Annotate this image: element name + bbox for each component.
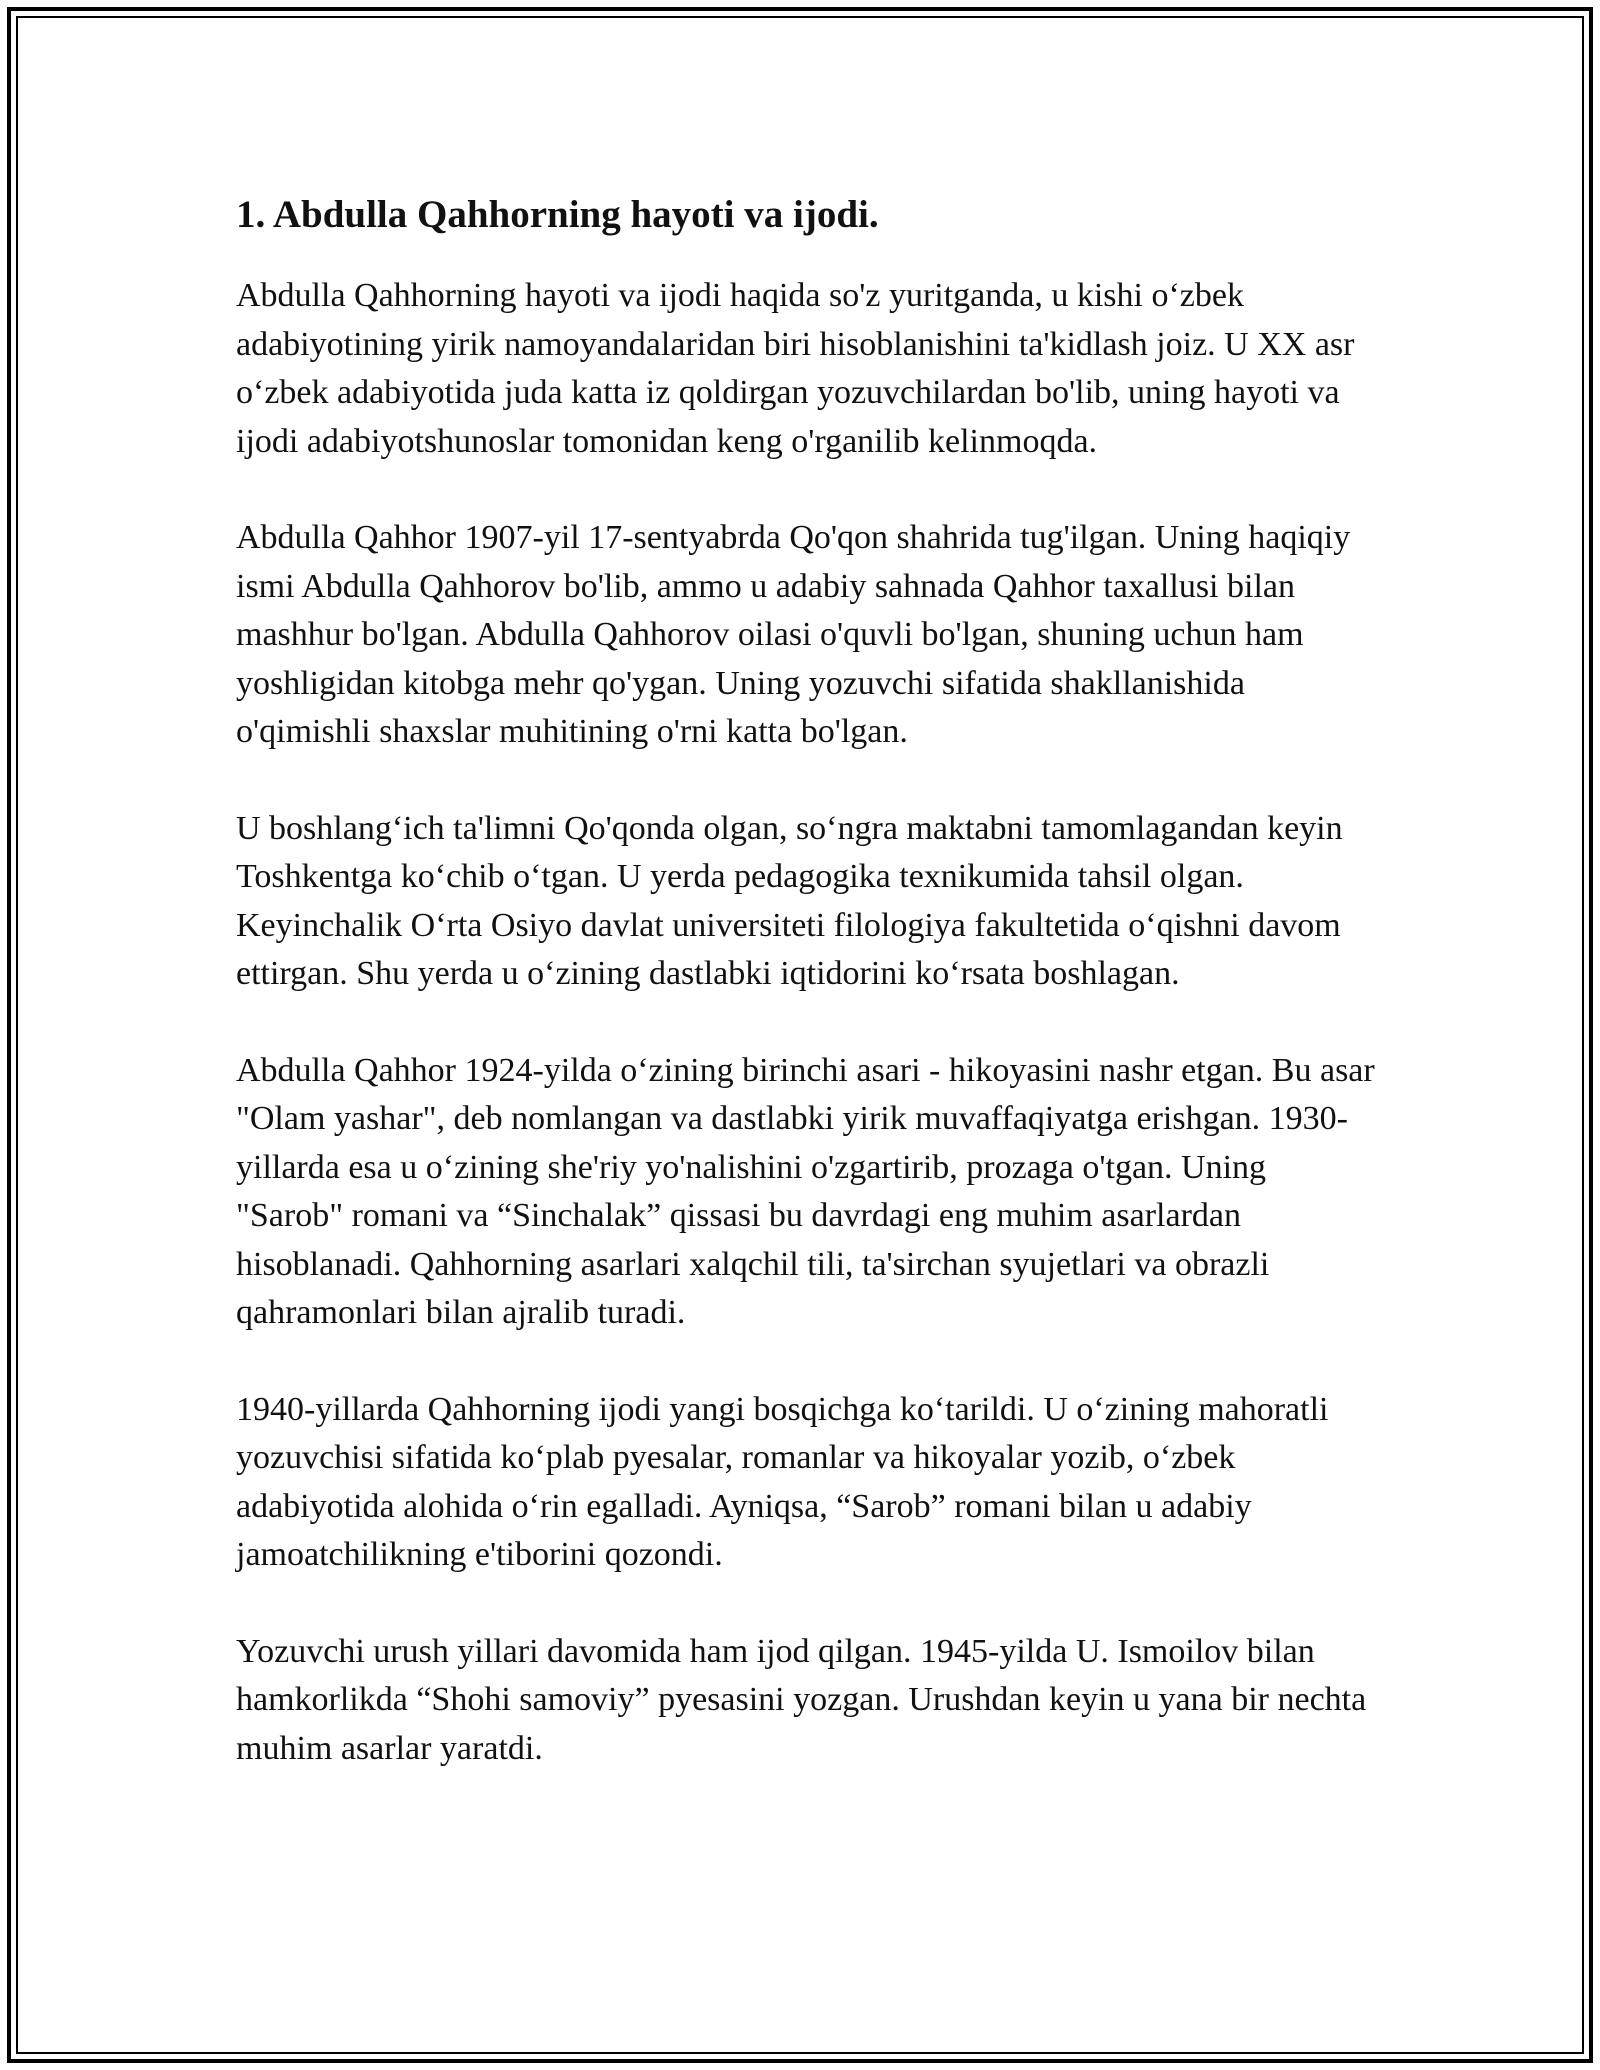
paragraph-war-years: Yozuvchi urush yillari davomida ham ijod qilgan. 1945-yilda U. Ismoilov bilan hamkorlikda “Shohi samoviy” pyesasini yozgan. Urushdan keyin u yana bir nechta muhim asarlar yaratdi. (236, 1632, 1367, 1767)
paragraph-birth: Abdulla Qahhor 1907-yil 17-sentyabrda Qo'qon shahrida tug'ilgan. Uning haqiqiy ismi Abdulla Qahhorov bo'lib, ammo u adabiy sahnada Qahhor taxallusi bilan mashhur bo'lgan. Abdulla Qahhorov oilasi o'quvli bo'lgan, shuning uchun ham yoshligidan kitobga mehr qo'ygan. Uning yozuvchi sifatida shakllanishida o'qimishli shaxslar muhitining o'rni katta bo'lgan. (236, 519, 1351, 750)
paragraph-education: U boshlang‘ich ta'limni Qo'qonda olgan, so‘ngra maktabni tamomlagandan keyin Toshkentga ko‘chib o‘tgan. U yerda pedagogika texnikumida tahsil olgan. Keyinchalik O‘rta Osiyo davlat universiteti filologiya fakultetida o‘qishni davom ettirgan. Shu yerda u o‘zining dastlabki iqtidorini ko‘rsata boshlagan. (236, 809, 1343, 992)
paragraph-first-works: Abdulla Qahhor 1924-yilda o‘zining birinchi asari - hikoyasini nashr etgan. Bu asar "Olam yashar", deb nomlangan va dastlabki yirik muvaffaqiyatga erishgan. 1930-yillarda esa u o‘zining she'riy yo'nalishini o'zgartirib, prozaga o'tgan. Uning "Sarob" romani va “Sinchalak” qissasi bu davrdagi eng muhim asarlardan hisoblanadi. Qahhorning asarlari xalqchil tili, ta'sirchan syujetlari va obrazli qahramonlari bilan ajralib turadi. (236, 1051, 1375, 1331)
document-body (236, 186, 1376, 1821)
paragraph-1940s: 1940-yillarda Qahhorning ijodi yangi bosqichga ko‘tarildi. U o‘zining mahoratli yozuvchisi sifatida ko‘plab pyesalar, romanlar va hikoyalar yozib, o‘zbek adabiyotida alohida o‘rin egalladi. Ayniqsa, “Sarob” romani bilan u adabiy jamoatchilikning e'tiborini qozondi. (236, 1390, 1329, 1573)
section-heading: 1. Abdulla Qahhorning hayoti va ijodi. (236, 193, 879, 236)
paragraph-intro: Abdulla Qahhorning hayoti va ijodi haqida so'z yuritganda, u kishi o‘zbek adabiyotining yirik namoyandalaridan biri hisoblanishini ta'kidlash joiz. U XX asr o‘zbek adabiyotida juda katta iz qoldirgan yozuvchilardan bo'lib, uning hayoti va ijodi adabiyotshunoslar tomonidan keng o'rganilib kelinmoqda. (236, 277, 1355, 460)
